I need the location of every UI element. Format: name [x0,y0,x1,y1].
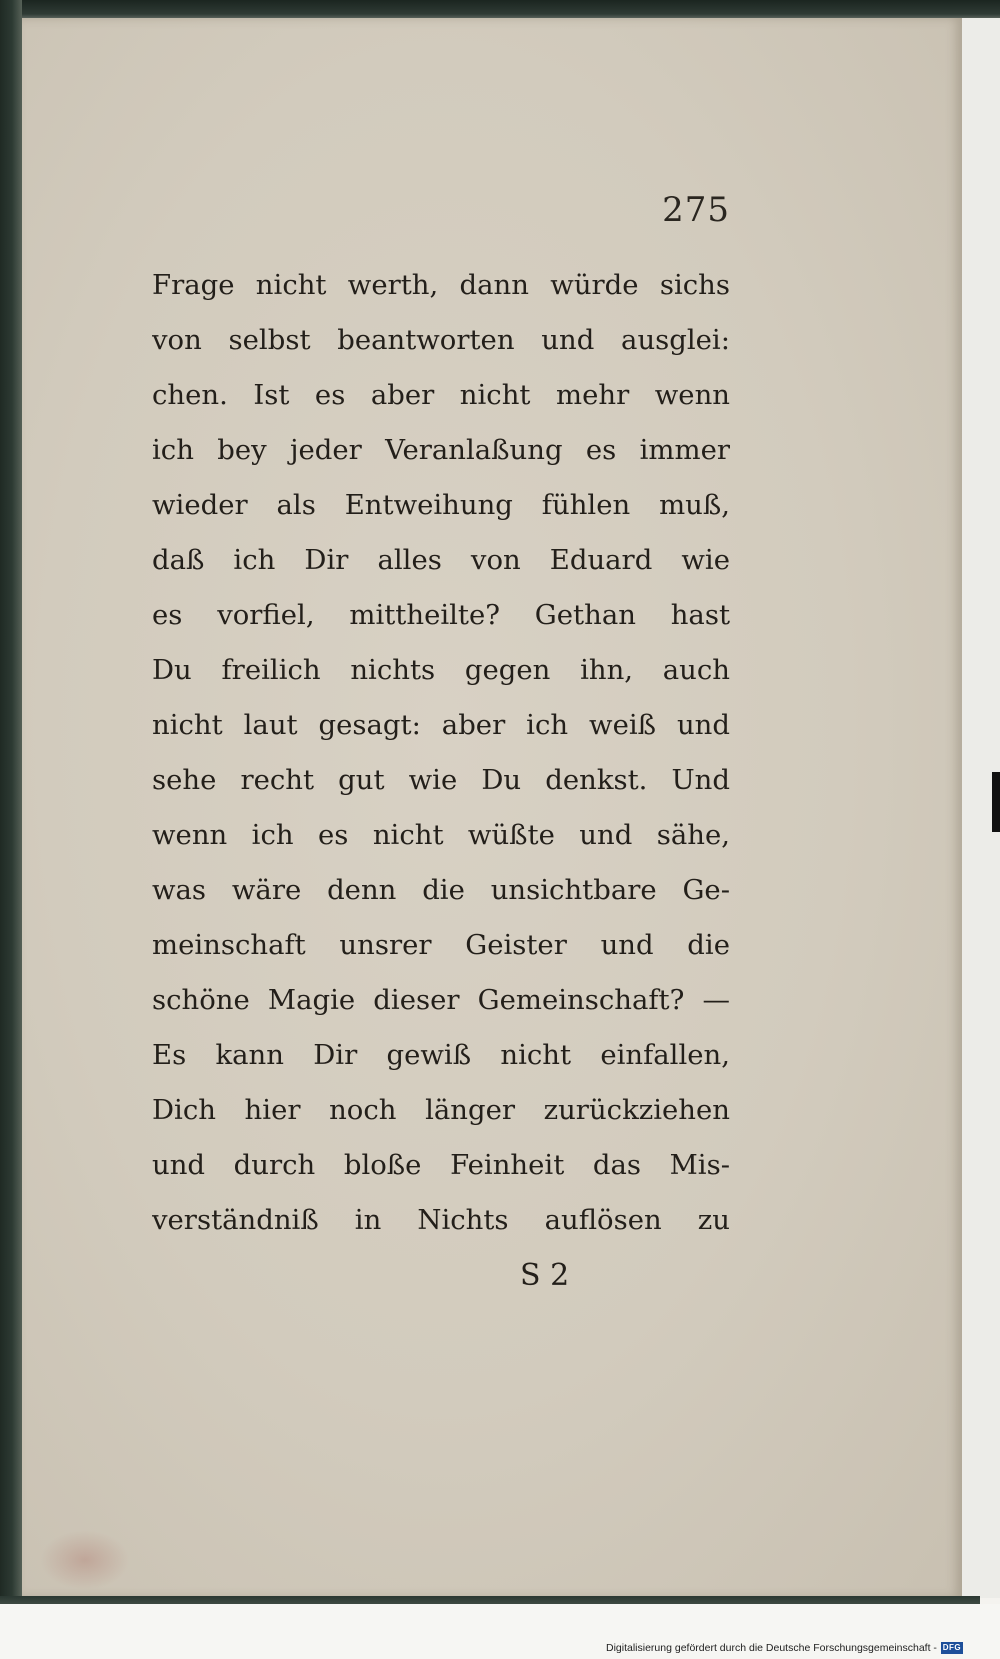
text-line: sehe recht gut wie Du denkst. Und [152,764,730,796]
text-line: meinschaft unsrer Geister und die [152,929,730,961]
text-line: was wäre denn die unsichtbare Ge- [152,874,730,906]
text-line: ich bey jeder Veranlaßung es immer [152,434,730,466]
color-tab-marker [992,772,1000,832]
page-number: 275 [662,190,730,230]
text-line: chen. Ist es aber nicht mehr wenn [152,379,730,411]
book-cover-top-edge [0,0,1000,20]
page-stain [40,1530,130,1590]
text-line: wenn ich es nicht wüßte und sähe, [152,819,730,851]
book-cover-left-edge [0,0,22,1659]
text-line: daß ich Dir alles von Eduard wie [152,544,730,576]
funding-credit-text: Digitalisierung gefördert durch die Deutsche Forschungsgemeinschaft - [606,1642,937,1654]
text-line: und durch bloße Feinheit das Mis- [152,1149,730,1181]
text-line: wieder als Entweihung fühlen muß, [152,489,730,521]
text-line: Es kann Dir gewiß nicht einfallen, [152,1039,730,1071]
text-line: schöne Magie dieser Gemeinschaft? — [152,984,730,1016]
body-text [152,258,730,1248]
sheet-signature: S 2 [520,1258,570,1293]
funding-footer [606,1640,963,1656]
text-line: Frage nicht werth, dann würde sichs [152,269,730,301]
text-line: es vorfiel, mittheilte? Gethan hast [152,599,730,631]
text-line: Dich hier noch länger zurückziehen [152,1094,730,1126]
text-line: verständniß in Nichts auflösen zu [152,1204,730,1236]
dfg-logo-icon: DFG [942,1643,962,1652]
text-line: von selbst beantworten und ausglei: [152,324,730,356]
text-line: Du freilich nichts gegen ihn, auch [152,654,730,686]
text-line: nicht laut gesagt: aber ich weiß und [152,709,730,741]
